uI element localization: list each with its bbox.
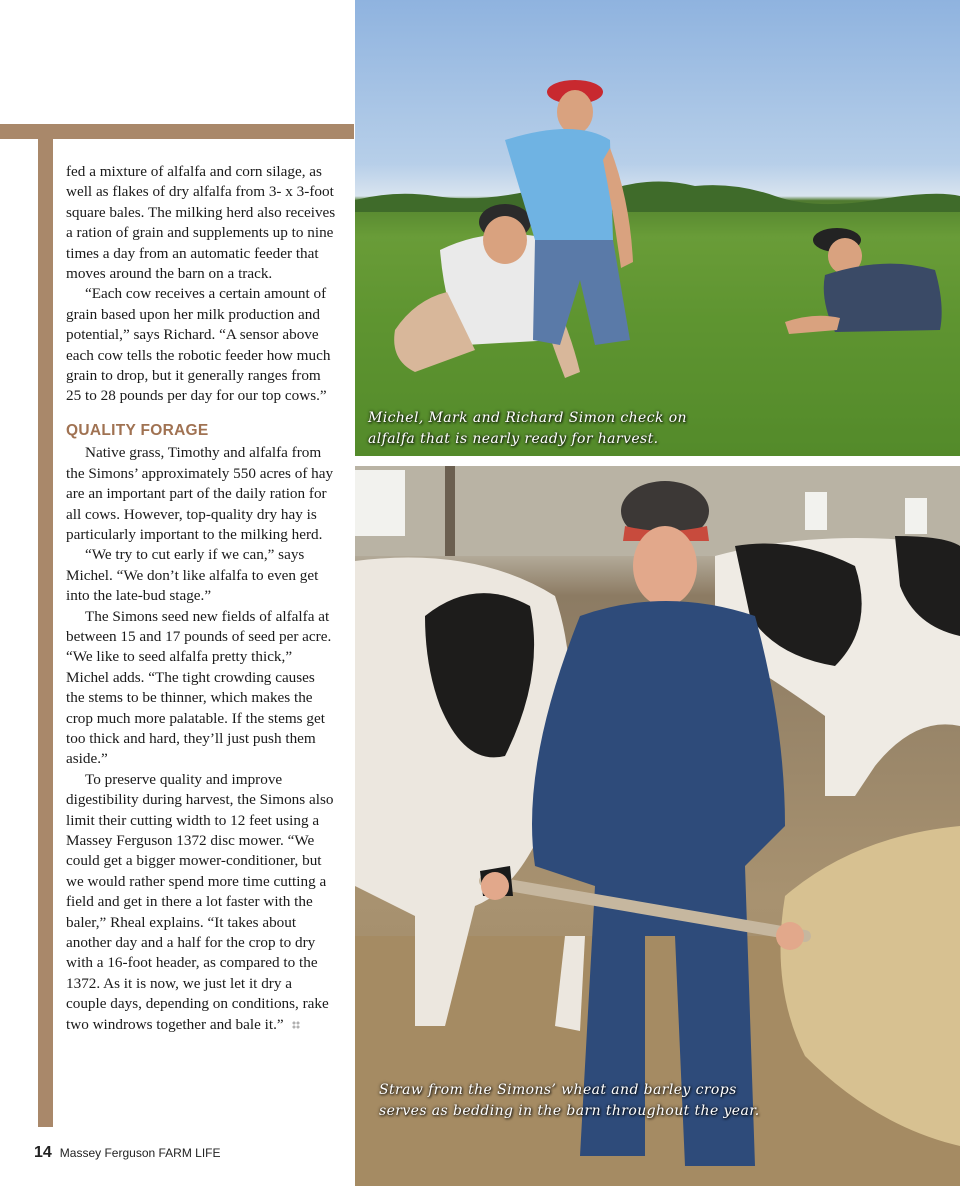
page-number: 14 (34, 1144, 52, 1161)
paragraph-feed-mixture: fed a mixture of alfalfa and corn silage, as well as flakes of dry alfalfa from 3- x 3-foot square bales. The milking herd also receives a ration of grain and supplements up to nine times a day from an automatic feeder that moves around the barn on a track. (66, 163, 336, 283)
accent-rule-horizontal (0, 124, 354, 139)
page-footer (34, 1144, 221, 1162)
caption-top-line-1: Michel, Mark and Richard Simon check on (368, 410, 687, 426)
caption-bottom-line-1: Straw from the Simons’ wheat and barley crops (379, 1082, 737, 1098)
magazine-title: Massey Ferguson FARM LIFE (59, 1146, 221, 1160)
paragraph-native-grass: Native grass, Timothy and alfalfa from the Simons’ approximately 550 acres of hay are an important part of the daily ration for all cows. However, top-quality dry hay is particularly important to the milking herd. (66, 444, 334, 543)
paragraph-preserve-quality-text: To preserve quality and improve digestibility during harvest, the Simons also limit their cutting width to 12 feet using a Massey Ferguson 1372 disc mower. “We could get a bigger mower-conditioner, but we would rather spend more time cutting a field and get in there a lot faster with the baler,” Rheal explains. “It takes about another day and a half for the crop to dry with a 16-foot header, as compared to the 1372. As it is now, we just let it dry a couple days, depending on conditions, rake two windrows together and bale it.” (66, 770, 334, 1033)
article-body (66, 162, 336, 1035)
paragraph-richard-quote: “Each cow receives a certain amount of grain based upon her milk production and potential,” says Richard. “A sensor above each cow tells the robotic feeder how much grain to drop, but it generally ranges from 25 to 28 pounds per day for our top cows.” (66, 285, 331, 405)
caption-top (368, 408, 687, 450)
photo-alfalfa-field (355, 0, 960, 456)
caption-bottom (379, 1080, 760, 1122)
paragraph-preserve-quality (66, 770, 336, 1035)
end-of-article-icon (292, 1021, 300, 1029)
accent-rule-vertical (38, 124, 53, 1127)
section-heading: QUALITY FORAGE (66, 421, 209, 439)
alfalfa-field-illustration (355, 0, 960, 456)
paragraph-cut-early: “We try to cut early if we can,” says Michel. “We don’t like alfalfa to even get into the late-bud stage.” (66, 546, 319, 605)
caption-bottom-line-2: serves as bedding in the barn throughout the year. (379, 1103, 760, 1119)
photo-barn-bedding (355, 466, 960, 1186)
caption-top-line-2: alfalfa that is nearly ready for harvest. (368, 431, 659, 447)
paragraph-seed-fields: The Simons seed new fields of alfalfa at between 15 and 17 pounds of seed per acre. “We like to seed alfalfa pretty thick,” Michel adds. “The tight crowding causes the stems to be thinner, which makes the crop much more palatable. If the stems get too thick and hard, they’ll just push them aside.” (66, 607, 332, 768)
barn-illustration (355, 466, 960, 1186)
